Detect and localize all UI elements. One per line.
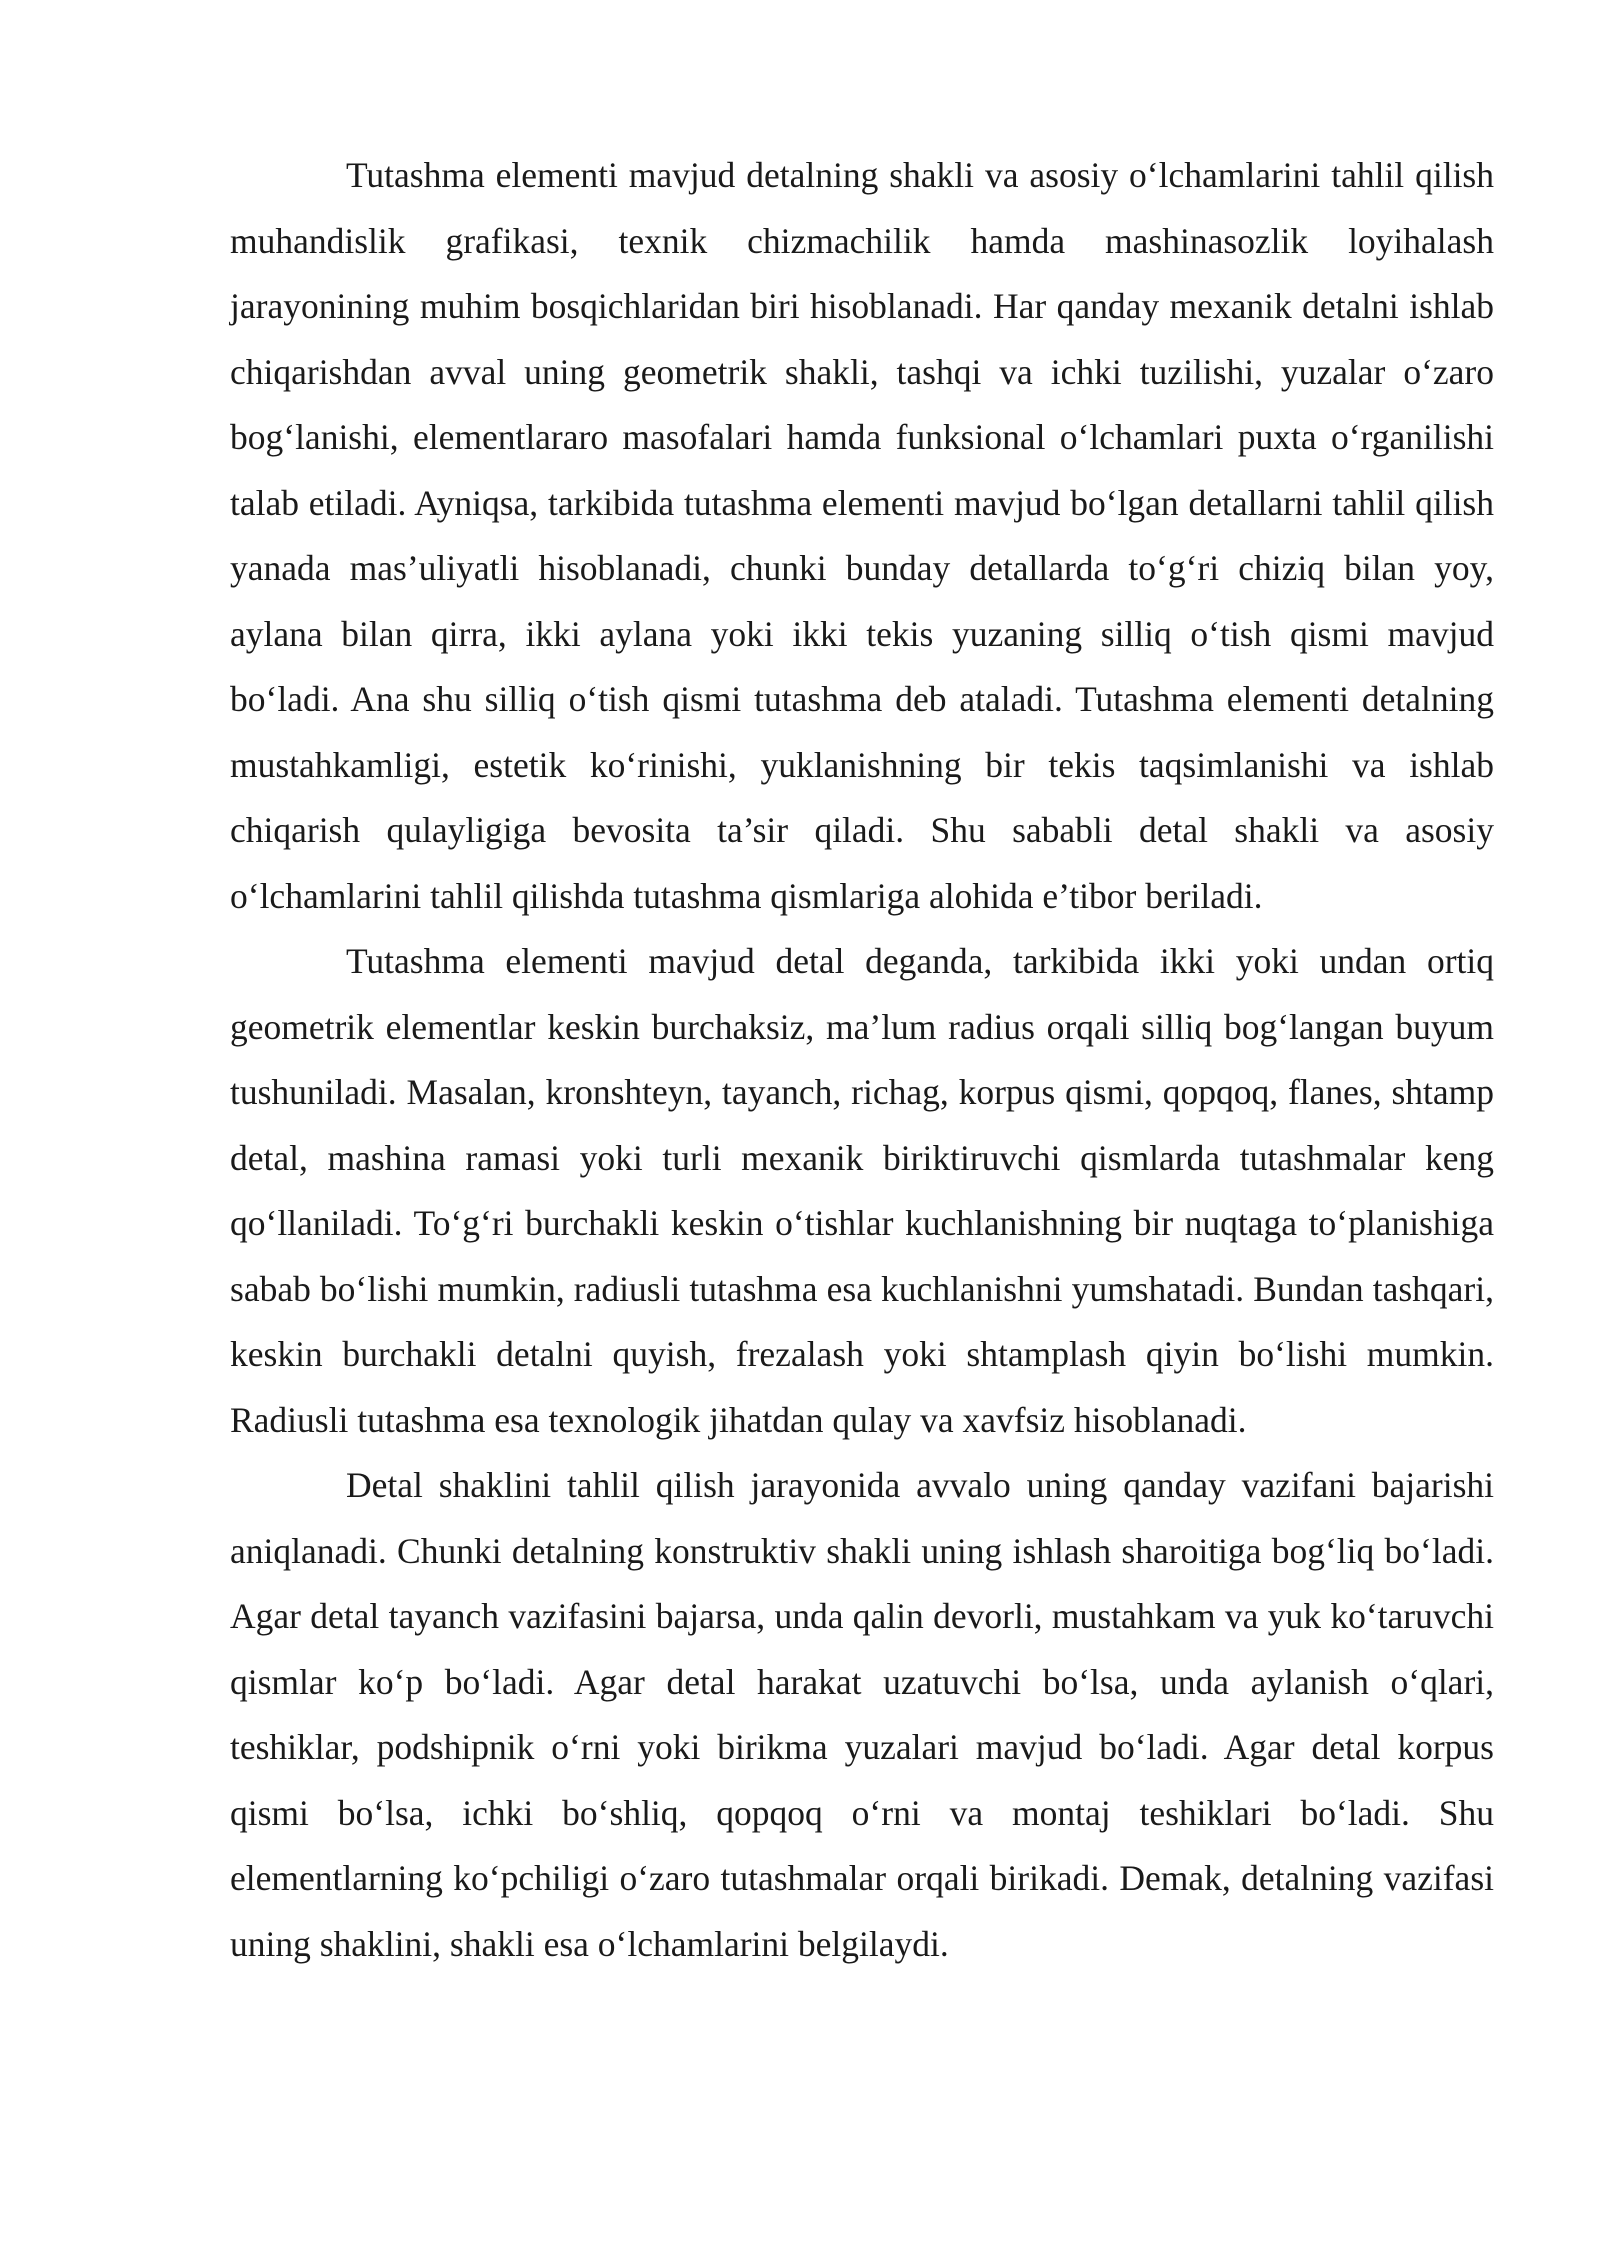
document-body: [230, 143, 1494, 1977]
paragraph-1: Tutashma elementi mavjud detalning shakli va asosiy o‘lchamlarini tahlil qilish muhandislik grafikasi, texnik chizmachilik hamda mashinasozlik loyihalash jarayonining muhim bosqichlaridan biri hisoblanadi. Har qanday mexanik detalni ishlab chiqarishdan avval uning geometrik shakli, tashqi va ichki tuzilishi, yuzalar o‘zaro bog‘lanishi, elementlararo masofalari hamda funksional o‘lchamlari puxta o‘rganilishi talab etiladi. Ayniqsa, tarkibida tutashma elementi mavjud bo‘lgan detallarni tahlil qilish yanada mas’uliyatli hisoblanadi, chunki bunday detallarda to‘g‘ri chiziq bilan yoy, aylana bilan qirra, ikki aylana yoki ikki tekis yuzaning silliq o‘tish qismi mavjud bo‘ladi. Ana shu silliq o‘tish qismi tutashma deb ataladi. Tutashma elementi detalning mustahkamligi, estetik ko‘rinishi, yuklanishning bir tekis taqsimlanishi va ishlab chiqarish qulayligiga bevosita ta’sir qiladi. Shu sababli detal shakli va asosiy o‘lchamlarini tahlil qilishda tutashma qismlariga alohida e’tibor beriladi.: [230, 155, 1494, 916]
paragraph-2: Tutashma elementi mavjud detal deganda, tarkibida ikki yoki undan ortiq geometrik elementlar keskin burchaksiz, ma’lum radius orqali silliq bog‘langan buyum tushuniladi. Masalan, kronshteyn, tayanch, richag, korpus qismi, qopqoq, flanes, shtamp detal, mashina ramasi yoki turli mexanik biriktiruvchi qismlarda tutashmalar keng qo‘llaniladi. To‘g‘ri burchakli keskin o‘tishlar kuchlanishning bir nuqtaga to‘planishiga sabab bo‘lishi mumkin, radiusli tutashma esa kuchlanishni yumshatadi. Bundan tashqari, keskin burchakli detalni quyish, frezalash yoki shtamplash qiyin bo‘lishi mumkin. Radiusli tutashma esa texnologik jihatdan qulay va xavfsiz hisoblanadi.: [230, 941, 1494, 1440]
paragraph-3: Detal shaklini tahlil qilish jarayonida avvalo uning qanday vazifani bajarishi aniqlanadi. Chunki detalning konstruktiv shakli uning ishlash sharoitiga bog‘liq bo‘ladi. Agar detal tayanch vazifasini bajarsa, unda qalin devorli, mustahkam va yuk ko‘taruvchi qismlar ko‘p bo‘ladi. Agar detal harakat uzatuvchi bo‘lsa, unda aylanish o‘qlari, teshiklar, podshipnik o‘rni yoki birikma yuzalari mavjud bo‘ladi. Agar detal korpus qismi bo‘lsa, ichki bo‘shliq, qopqoq o‘rni va montaj teshiklari bo‘ladi. Shu elementlarning ko‘pchiligi o‘zaro tutashmalar orqali birikadi. Demak, detalning vazifasi uning shaklini, shakli esa o‘lchamlarini belgilaydi.: [230, 1465, 1494, 1964]
